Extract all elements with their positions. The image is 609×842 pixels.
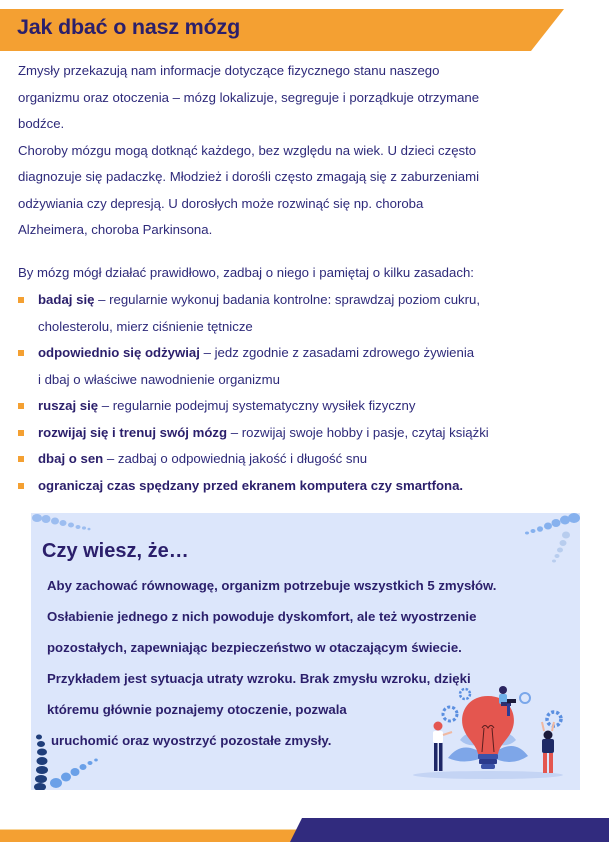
intro-line: diagnozuje się padaczkę. Młodzież i dorośli często zmagają się z zaburzeniami [18, 169, 480, 184]
rule-item [18, 473, 603, 500]
rule-text: – zadbaj o odpowiednią jakość i długość snu [103, 451, 368, 466]
rule-item [18, 287, 603, 340]
square-bullet-icon [18, 430, 24, 436]
fact-line: Osłabienie jednego z nich powoduje dyskomfort, ale też wyostrzenie [47, 609, 477, 624]
rule-keyword: badaj się [38, 292, 95, 307]
rule-text: – jedz zgodnie z zasadami zdrowego żywienia [199, 345, 475, 360]
lightbulb-people-icon [408, 678, 568, 783]
rule-text: – rozwijaj swoje hobby i pasje, czytaj książki [227, 424, 489, 440]
intro-line: Choroby mózgu mogą dotknąć każdego, bez względu na wiek. U dzieci często [18, 142, 477, 158]
rules-intro: By mózg mógł działać prawidłowo, zadbaj o niego i pamiętaj o kilku zasadach: [18, 265, 474, 280]
intro-line: Zmysły przekazują nam informacje dotyczące fizycznego stanu naszego [18, 63, 440, 78]
rule-continuation: i dbaj o właściwe nawodnienie organizmu [38, 371, 280, 387]
footer-orange-bar [0, 830, 300, 842]
intro-line: odżywiania czy depresją. U dorosłych może rozwinąć się np. choroba [18, 195, 424, 211]
square-bullet-icon [18, 297, 24, 303]
fact-box-title: Czy wiesz, że… [42, 540, 189, 562]
rule-keyword: odpowiednio się odżywiaj [38, 345, 200, 360]
rule-keyword: ruszaj się [38, 398, 99, 413]
rule-keyword: rozwijaj się i trenuj swój mózg [38, 424, 228, 440]
fact-line: Aby zachować równowagę, organizm potrzebuje wszystkich 5 zmysłów. [47, 578, 497, 593]
intro-line: bodźce. [18, 116, 65, 131]
rules-list [18, 287, 603, 499]
rule-keyword: dbaj o sen [38, 451, 104, 466]
rule-item [18, 340, 603, 393]
footer-navy-bar [290, 818, 609, 842]
page-title: Jak dbać o nasz mózg [17, 15, 241, 39]
intro-paragraph-1 [18, 58, 598, 138]
square-bullet-icon [18, 350, 24, 356]
square-bullet-icon [18, 483, 24, 489]
square-bullet-icon [18, 403, 24, 409]
rule-text: – regularnie wykonuj badania kontrolne: sprawdzaj poziom cukru, [94, 292, 481, 307]
fact-box [31, 513, 580, 790]
intro-paragraph-2 [18, 138, 598, 244]
rule-text: – regularnie podejmuj systematyczny wysiłek fizyczny [98, 398, 416, 413]
rule-continuation: cholesterolu, mierz ciśnienie tętnicze [38, 318, 253, 334]
leaf-decoration-icon [520, 513, 580, 568]
rule-keyword: ograniczaj czas spędzany przed ekranem komputera czy smartfona. [38, 477, 464, 493]
rule-item [18, 420, 603, 447]
fact-line: uruchomić oraz wyostrzyć pozostałe zmysły. [51, 733, 332, 748]
fact-line: któremu głównie poznajemy otoczenie, pozwala [47, 702, 347, 717]
intro-line: Alzheimera, choroba Parkinsona. [18, 222, 213, 237]
fact-line: Przykładem jest sytuacja utraty wzroku. Brak zmysłu wzroku, dzięki [47, 671, 471, 686]
rule-item [18, 446, 603, 473]
fact-line: pozostałych, zapewniając bezpieczeństwo w otaczającym świecie. [47, 640, 462, 655]
rule-item [18, 393, 603, 420]
square-bullet-icon [18, 456, 24, 462]
intro-text [18, 58, 598, 244]
intro-line: organizmu oraz otoczenia – mózg lokalizuje, segreguje i porządkuje otrzymane [18, 89, 480, 105]
leaf-decoration-icon [31, 513, 101, 535]
